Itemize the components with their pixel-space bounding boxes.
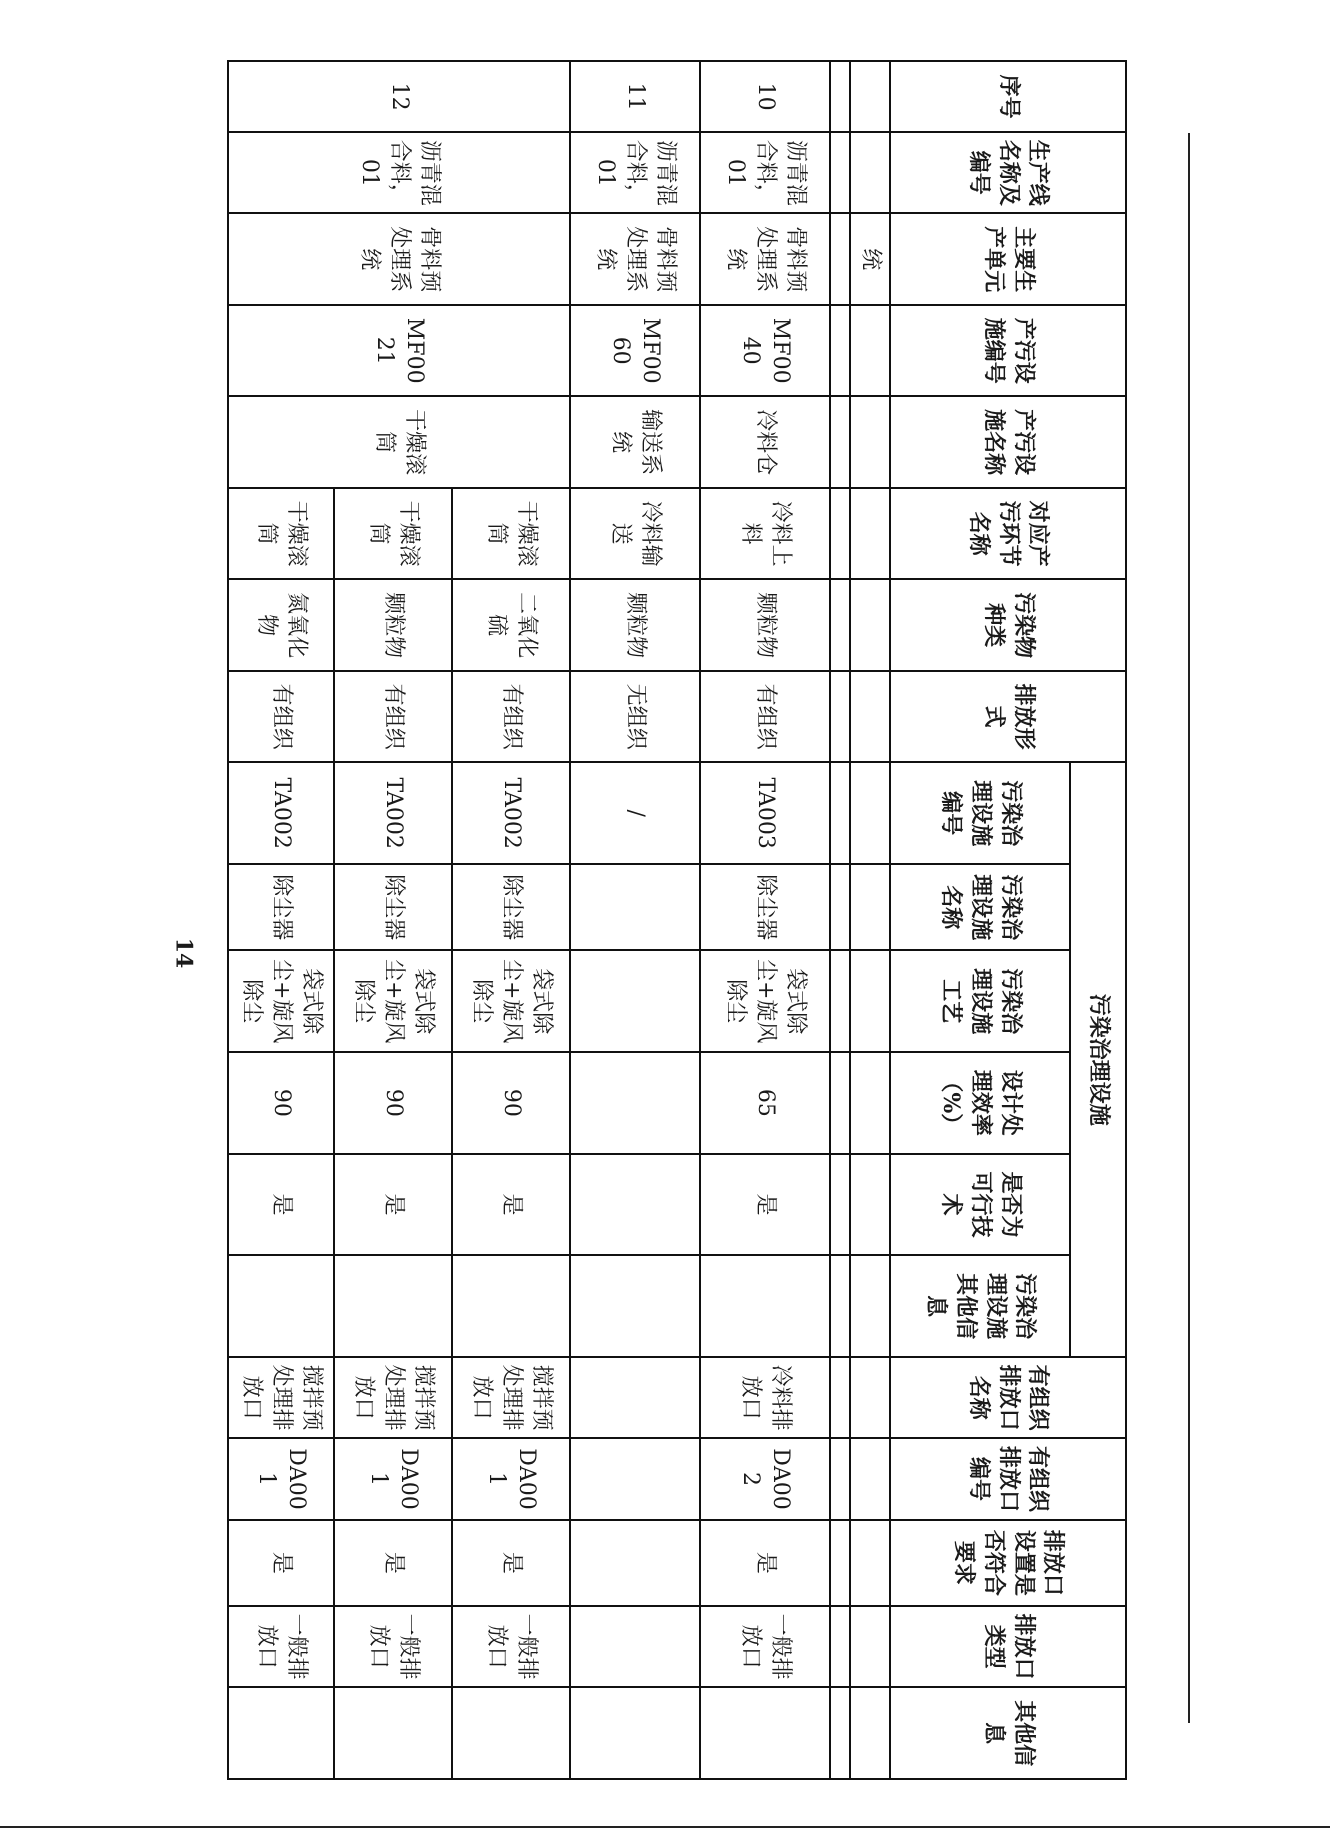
pollution-facility-table: [227, 60, 1127, 1780]
cell-outlet-type: 一般排放口: [228, 1606, 334, 1687]
cell-outlet-id: DA001: [452, 1438, 570, 1519]
header-ctrl-tech: 污染治理设施工艺: [890, 950, 1071, 1052]
header-ctrl-name: 污染治理设施名称: [890, 864, 1071, 950]
cell-ctrl-name: 除尘器: [334, 864, 452, 950]
cell-ctrl-name: [570, 864, 700, 950]
cell-seq: 12: [228, 61, 570, 132]
cell-fac-name: [850, 396, 890, 487]
cell-pollutant: 二氧化硫: [452, 579, 570, 670]
cell-ctrl-id: TA003: [700, 762, 830, 864]
cell-feasible: 是: [334, 1154, 452, 1256]
cell-ctrl-name: 除尘器: [228, 864, 334, 950]
header-fac-name: 产污设施名称: [890, 396, 1126, 487]
header-feasible: 是否为可行技术: [890, 1154, 1071, 1256]
cell-pollutant: [850, 579, 890, 670]
cell-outlet-id: DA002: [700, 1438, 830, 1519]
cell-outlet-type: 一般排放口: [700, 1606, 830, 1687]
cell-pollutant: 颗粒物: [334, 579, 452, 670]
cell-other-info: [830, 1255, 850, 1357]
header-outlet-name: 有组织排放口名称: [890, 1357, 1126, 1438]
header-pollutant: 污染物种类: [890, 579, 1126, 670]
cell-other-info: [700, 1255, 830, 1357]
cell-outlet-type: [830, 1606, 850, 1687]
cell-unit: 骨料预处理系统: [570, 213, 700, 304]
header-outlet-id: 有组织排放口编号: [890, 1438, 1126, 1519]
cell-outlet-name: [830, 1357, 850, 1438]
cell-other-info: [228, 1255, 334, 1357]
cell-ctrl-name: 除尘器: [452, 864, 570, 950]
cell-outlet-ok: 是: [228, 1520, 334, 1606]
cell-outlet-name: 搅拌预处理排放口: [228, 1357, 334, 1438]
cell-efficiency: [850, 1052, 890, 1154]
cell-other-info: [570, 1255, 700, 1357]
cell-feasible: [850, 1154, 890, 1256]
table-row: [452, 61, 570, 1779]
cell-outlet-type: [570, 1606, 700, 1687]
cell-ctrl-tech: 袋式除尘+旋风除尘: [228, 950, 334, 1052]
cell-fac-name: 输送系统: [570, 396, 700, 487]
cell-line: [830, 132, 850, 213]
header-line: 生产线名称及编号: [890, 132, 1126, 213]
cell-other: [830, 1687, 850, 1779]
cell-outlet-id: [850, 1438, 890, 1519]
cell-link: 冷料上料: [700, 488, 830, 579]
table-header-row: [1070, 61, 1126, 1779]
header-efficiency: 设计处理效率（%）: [890, 1052, 1071, 1154]
table-row: [830, 61, 850, 1779]
cell-outlet-ok: 是: [334, 1520, 452, 1606]
cell-emission-form: 有组织: [452, 671, 570, 762]
cell-emission-form: 有组织: [228, 671, 334, 762]
header-emission-form: 排放形式: [890, 671, 1126, 762]
cell-outlet-type: [850, 1606, 890, 1687]
cell-fac-id: [850, 305, 890, 396]
cell-ctrl-id: TA002: [452, 762, 570, 864]
cell-feasible: 是: [228, 1154, 334, 1256]
cell-pollutant: 颗粒物: [700, 579, 830, 670]
cell-outlet-name: 搅拌预处理排放口: [452, 1357, 570, 1438]
header-ctrl-id: 污染治理设施编号: [890, 762, 1071, 864]
table-row: [700, 61, 830, 1779]
cell-efficiency: 90: [452, 1052, 570, 1154]
cell-other-info: [452, 1255, 570, 1357]
cell-ctrl-id: TA002: [228, 762, 334, 864]
cell-feasible: [570, 1154, 700, 1256]
cell-ctrl-id: [830, 762, 850, 864]
cell-ctrl-id: /: [570, 762, 700, 864]
cell-line: [850, 132, 890, 213]
header-unit: 主要生产单元: [890, 213, 1126, 304]
cell-fac-id: [830, 305, 850, 396]
cell-outlet-type: 一般排放口: [334, 1606, 452, 1687]
cell-ctrl-tech: 袋式除尘+旋风除尘: [452, 950, 570, 1052]
right-rule-line: [1188, 133, 1190, 1723]
cell-other: [228, 1687, 334, 1779]
header-seq: 序号: [890, 61, 1126, 132]
cell-outlet-name: 冷料排放口: [700, 1357, 830, 1438]
cell-efficiency: 90: [228, 1052, 334, 1154]
header-group-control: 污染治理设施: [1070, 762, 1126, 1357]
header-link: 对应产污环节名称: [890, 488, 1126, 579]
cell-fac-name: 冷料仓: [700, 396, 830, 487]
cell-other: [570, 1687, 700, 1779]
header-outlet-ok: 排放口设置是否符合要求: [890, 1520, 1126, 1606]
cell-feasible: 是: [700, 1154, 830, 1256]
cell-outlet-ok: [570, 1520, 700, 1606]
cell-other-info: [850, 1255, 890, 1357]
header-fac-id: 产污设施编号: [890, 305, 1126, 396]
cell-feasible: [830, 1154, 850, 1256]
rotated-table-area: [227, 60, 1127, 1780]
cell-ctrl-tech: [830, 950, 850, 1052]
cell-emission-form: 有组织: [334, 671, 452, 762]
cell-link: [830, 488, 850, 579]
cell-line: 沥青混合料，01: [228, 132, 570, 213]
cell-other: [452, 1687, 570, 1779]
cell-efficiency: 90: [334, 1052, 452, 1154]
cell-link: 干燥滚筒: [452, 488, 570, 579]
header-outlet-type: 排放口类型: [890, 1606, 1126, 1687]
cell-ctrl-name: [830, 864, 850, 950]
cell-line: 沥青混合料，01: [570, 132, 700, 213]
cell-seq: 11: [570, 61, 700, 132]
header-other-info: 污染治理设施其他信息: [890, 1255, 1071, 1357]
cell-outlet-id: [830, 1438, 850, 1519]
cell-outlet-name: 搅拌预处理排放口: [334, 1357, 452, 1438]
cell-ctrl-tech: [570, 950, 700, 1052]
cell-ctrl-id: TA002: [334, 762, 452, 864]
cell-ctrl-name: [850, 864, 890, 950]
cell-ctrl-tech: 袋式除尘+旋风除尘: [700, 950, 830, 1052]
cell-efficiency: [830, 1052, 850, 1154]
cell-unit: 骨料预处理系统: [228, 213, 570, 304]
cell-fac-name: 干燥滚筒: [228, 396, 570, 487]
cell-fac-id: MF0021: [228, 305, 570, 396]
cell-ctrl-tech: [850, 950, 890, 1052]
cell-efficiency: 65: [700, 1052, 830, 1154]
cell-line: 沥青混合料，01: [700, 132, 830, 213]
table-row: [850, 61, 890, 1779]
cell-emission-form: 有组织: [700, 671, 830, 762]
cell-outlet-id: [570, 1438, 700, 1519]
cell-ctrl-name: 除尘器: [700, 864, 830, 950]
header-other: 其他信息: [890, 1687, 1126, 1779]
cell-outlet-ok: 是: [452, 1520, 570, 1606]
cell-pollutant: 氮氧化物: [228, 579, 334, 670]
cell-outlet-ok: [850, 1520, 890, 1606]
table-row: [570, 61, 700, 1779]
cell-fac-id: MF0040: [700, 305, 830, 396]
cell-unit: 统: [850, 213, 890, 304]
cell-pollutant: 颗粒物: [570, 579, 700, 670]
cell-link: [850, 488, 890, 579]
cell-outlet-type: 一般排放口: [452, 1606, 570, 1687]
cell-other-info: [334, 1255, 452, 1357]
cell-fac-id: MF0060: [570, 305, 700, 396]
cell-link: 冷料输送: [570, 488, 700, 579]
cell-outlet-ok: 是: [700, 1520, 830, 1606]
cell-link: 干燥滚筒: [228, 488, 334, 579]
cell-seq: 10: [700, 61, 830, 132]
cell-outlet-name: [570, 1357, 700, 1438]
cell-other: [850, 1687, 890, 1779]
cell-unit: 骨料预处理系统: [700, 213, 830, 304]
cell-feasible: 是: [452, 1154, 570, 1256]
cell-seq: [830, 61, 850, 132]
cell-outlet-name: [850, 1357, 890, 1438]
page-number: 14: [170, 937, 197, 969]
cell-unit: [830, 213, 850, 304]
bottom-rule-line: [0, 1826, 1330, 1828]
cell-outlet-ok: [830, 1520, 850, 1606]
cell-emission-form: [830, 671, 850, 762]
cell-ctrl-id: [850, 762, 890, 864]
cell-emission-form: [850, 671, 890, 762]
cell-other: [334, 1687, 452, 1779]
cell-seq: [850, 61, 890, 132]
cell-other: [700, 1687, 830, 1779]
cell-ctrl-tech: 袋式除尘+旋风除尘: [334, 950, 452, 1052]
cell-link: 干燥滚筒: [334, 488, 452, 579]
cell-fac-name: [830, 396, 850, 487]
cell-emission-form: 无组织: [570, 671, 700, 762]
cell-outlet-id: DA001: [228, 1438, 334, 1519]
cell-outlet-id: DA001: [334, 1438, 452, 1519]
cell-pollutant: [830, 579, 850, 670]
cell-efficiency: [570, 1052, 700, 1154]
